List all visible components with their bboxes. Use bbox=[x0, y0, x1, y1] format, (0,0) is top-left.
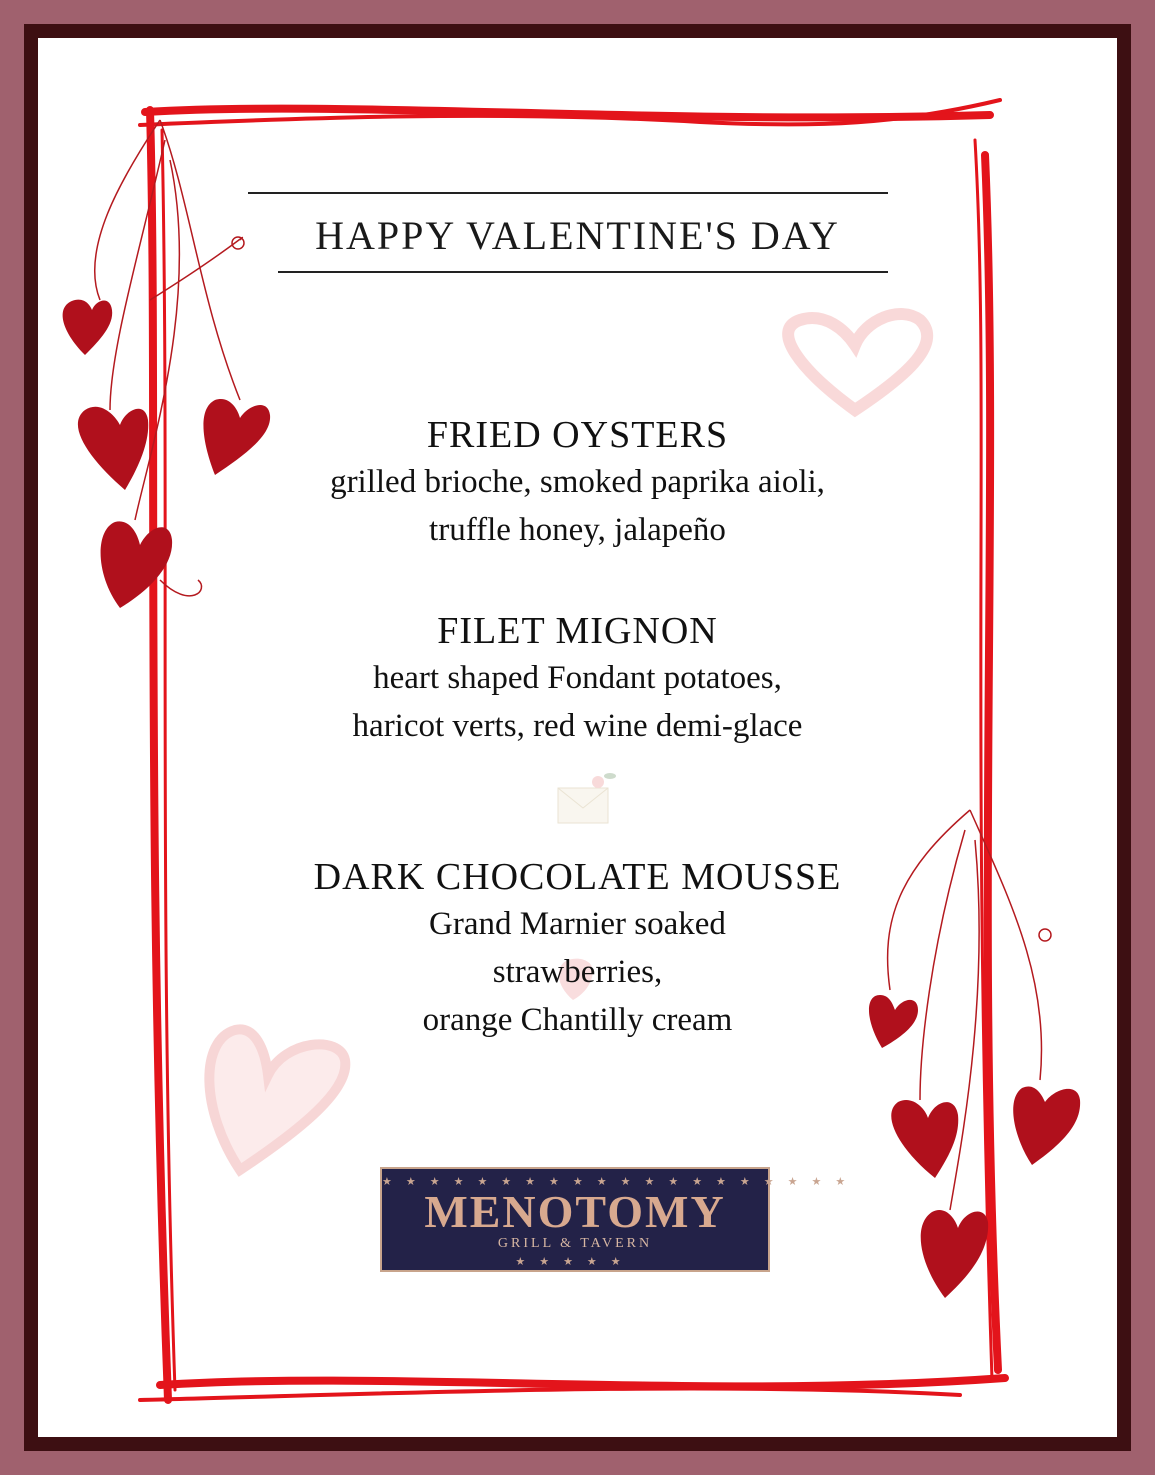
dish-name: FRIED OYSTERS bbox=[426, 414, 729, 456]
star-icon: ★★★★★ bbox=[515, 1255, 635, 1268]
title-rule-top bbox=[248, 192, 888, 194]
dish-name: DARK CHOCOLATE MOUSSE bbox=[313, 856, 842, 898]
menu-item bbox=[0, 412, 1155, 554]
heart-icon bbox=[921, 1210, 988, 1298]
dish-name: FILET MIGNON bbox=[437, 610, 718, 652]
menu-item bbox=[0, 854, 1155, 1044]
dish-description: grilled brioche, smoked paprika aioli, bbox=[330, 464, 825, 500]
heart-icon bbox=[1013, 1086, 1080, 1165]
logo-name: MENOTOMY bbox=[424, 1186, 726, 1237]
restaurant-logo bbox=[380, 1167, 860, 1272]
title-rule-bottom bbox=[278, 271, 888, 273]
dish-description: truffle honey, jalapeño bbox=[429, 512, 726, 548]
page-title: HAPPY VALENTINE'S DAY bbox=[315, 213, 840, 258]
faded-heart-icon bbox=[209, 1029, 345, 1170]
dish-description: Grand Marnier soaked bbox=[429, 906, 726, 942]
star-icon: ★★★★★★★★★★★★★★★★★★★★ bbox=[382, 1175, 860, 1188]
dish-description: orange Chantilly cream bbox=[422, 1002, 733, 1038]
heart-icon bbox=[891, 1100, 958, 1178]
faded-heart-icon bbox=[788, 314, 927, 410]
dish-description: heart shaped Fondant potatoes, bbox=[373, 660, 782, 696]
heart-icon bbox=[63, 300, 113, 355]
dish-description: haricot verts, red wine demi-glace bbox=[352, 708, 803, 744]
dish-description: strawberries, bbox=[492, 954, 663, 990]
menu-item bbox=[0, 608, 1155, 750]
logo-subtitle: GRILL & TAVERN bbox=[497, 1236, 653, 1251]
envelope-icon bbox=[558, 773, 616, 823]
